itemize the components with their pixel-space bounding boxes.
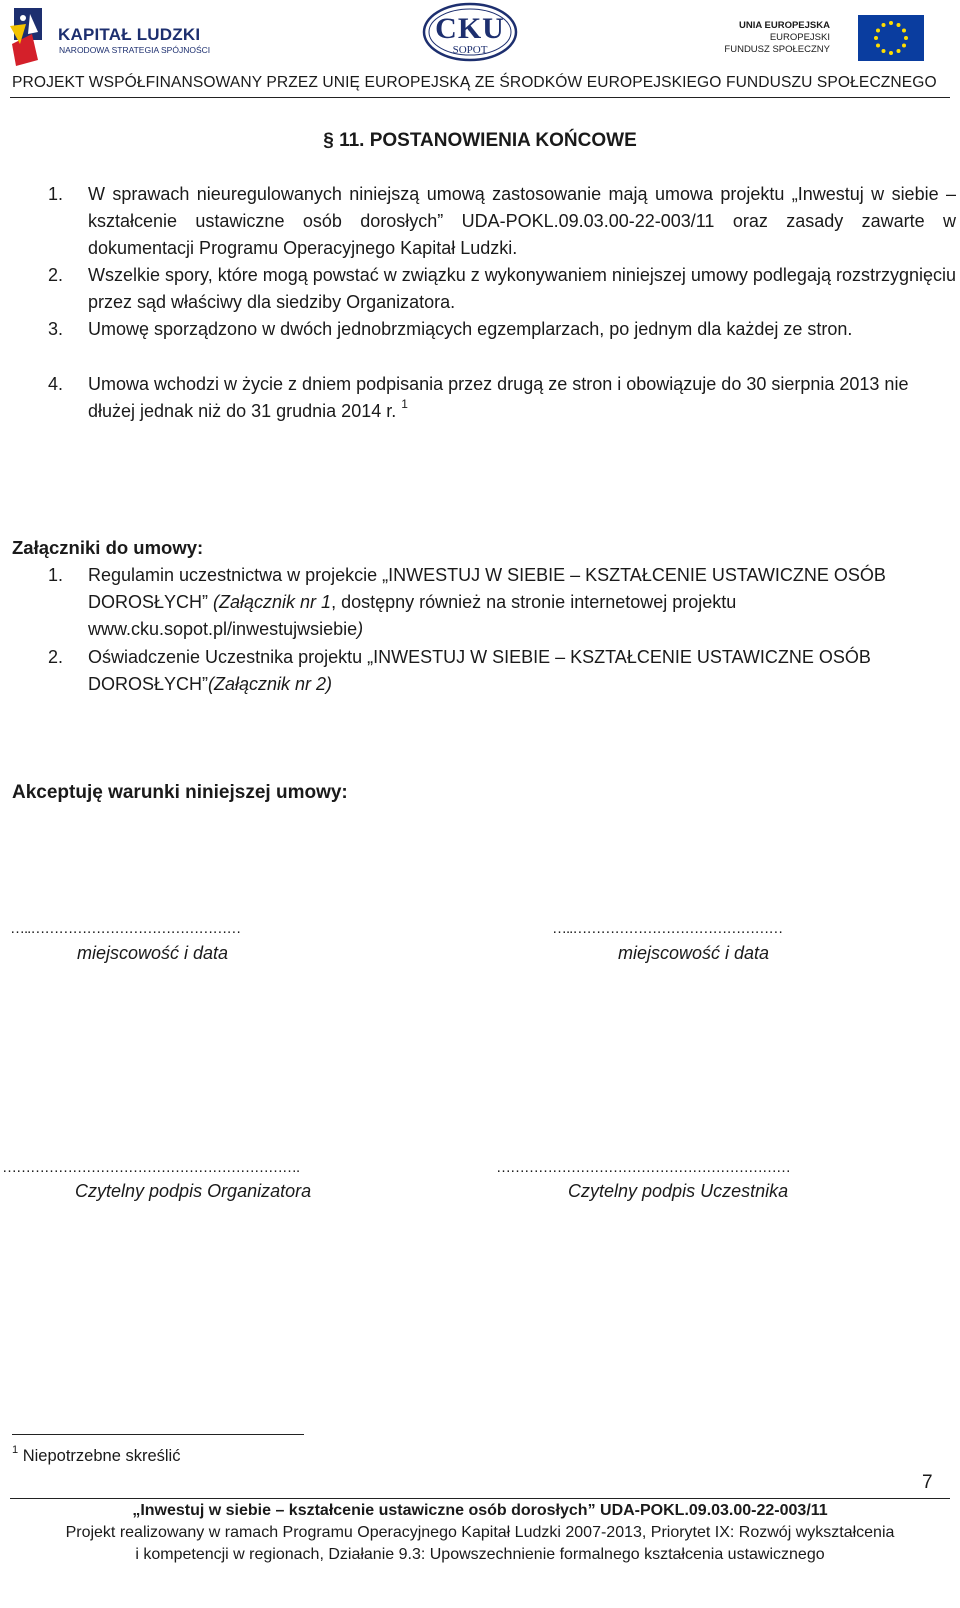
attachment-note: (Załącznik nr 2) (208, 674, 333, 694)
attachment-item-2 (48, 644, 918, 698)
section-title: § 11. POSTANOWIENIA KOŃCOWE (323, 130, 637, 151)
attachment-text: Oświadczenie Uczestnika projektu „INWESTUJ W SIEBIE – KSZTAŁCENIE USTAWICZNE OSÓB DOROSŁYCH” (88, 647, 871, 694)
item-number: 4. (48, 374, 64, 394)
eu-line-2: EUROPEJSKI (769, 32, 830, 43)
footnote-text: Niepotrzebne skreślić (22, 1447, 181, 1465)
participant-signature-caption: Czytelny podpis Uczestnika (568, 1181, 789, 1201)
organizer-signature-caption: Czytelny podpis Organizatora (75, 1181, 312, 1201)
attachment-website-text[interactable]: , dostępny również na stronie internetowej projektu www.cku.sopot.pl/inwestujwsiebie (88, 592, 737, 639)
eu-fund-label (724, 20, 830, 56)
footer-divider (10, 1498, 950, 1499)
footnote-marker: 1 (12, 1444, 19, 1456)
page-number: 7 (922, 1472, 933, 1493)
item-text: Umowę sporządzono w dwóch jednobrzmiących egzemplarzach, po jednym dla każdej ze stron. (88, 319, 853, 339)
eu-line-1: UNIA EUROPEJSKA (739, 20, 830, 31)
place-date-caption-right: miejscowość i data (618, 943, 770, 963)
cku-logo-city: SOPOT (452, 44, 488, 56)
attachment-note-close: ) (357, 619, 364, 639)
final-provisions-item-4 (48, 371, 956, 425)
item-text: Umowa wchodzi w życie z dniem podpisania przez drugą ze stron i obowiązuje do 30 sierpnia 2013 nie dłużej jednak niż do 31 grudnia 2014 r. (88, 374, 909, 421)
organizer-signature-line: ………………………………………………………. (2, 1159, 300, 1176)
final-provisions-item-1 (48, 181, 956, 262)
item-number: 1. (48, 565, 64, 585)
attachments-heading: Załączniki do umowy: (12, 537, 204, 558)
item-number: 2. (48, 265, 64, 285)
item-text: W sprawach nieuregulowanych niniejszą umową zastosowanie mają umowa projektu „Inwestuj w siebie – kształcenie ustawiczne osób dorosłych” UDA-POKL.09.03.00-22-003/11 oraz zasady zawarte w dokumentacji Programu Operacyjnego Kapitał Ludzki. (88, 184, 956, 258)
final-provisions-item-3 (48, 316, 956, 343)
place-date-line-right: …..……………………………………… (552, 920, 783, 937)
cofinancing-statement: PROJEKT WSPÓŁFINANSOWANY PRZEZ UNIĘ EUROPEJSKĄ ZE ŚRODKÓW EUROPEJSKIEGO FUNDUSZU SPOŁECZNEGO (12, 74, 937, 91)
footnote-reference[interactable]: 1 (401, 397, 408, 411)
attachment-item-1 (48, 562, 918, 643)
participant-signature-line: ……………………………………………………… (496, 1159, 790, 1176)
kapital-ludzki-emblem (8, 4, 60, 70)
final-provisions-item-2 (48, 262, 956, 316)
item-number: 3. (48, 319, 64, 339)
place-date-line-left: …..……………………………………… (10, 920, 241, 937)
footer-program-line: Projekt realizowany w ramach Programu Operacyjnego Kapitał Ludzki 2007-2013, Priorytet IX: Rozwój wykształcenia (65, 1524, 895, 1541)
attachment-note: (Załącznik nr 1 (213, 592, 332, 612)
cku-logo-text: CKU (435, 12, 505, 45)
header-divider (10, 97, 950, 98)
item-number: 2. (48, 647, 64, 667)
item-text: Wszelkie spory, które mogą powstać w związku z wykonywaniem niniejszej umowy podlegają rozstrzygnięciu przez sąd właściwy dla siedziby Organizatora. (88, 265, 957, 312)
item-number: 1. (48, 184, 64, 204)
kapital-ludzki-subtitle: NARODOWA STRATEGIA SPÓJNOŚCI (59, 45, 211, 55)
attachment-text: Regulamin uczestnictwa w projekcie „INWESTUJ W SIEBIE – KSZTAŁCENIE USTAWICZNE OSÓB DOROSŁYCH” (88, 565, 886, 612)
footnote (12, 1444, 181, 1466)
acceptance-heading: Akceptuję warunki niniejszej umowy: (12, 782, 348, 803)
place-date-caption-left: miejscowość i data (77, 943, 229, 963)
footer-action-line: i kompetencji w regionach, Działanie 9.3: Upowszechnienie formalnego kształcenia ustawicznego (135, 1546, 825, 1563)
eu-line-3: FUNDUSZ SPOŁECZNY (724, 44, 830, 55)
footer-project-title: „Inwestuj w siebie – kształcenie ustawiczne osób dorosłych” UDA-POKL.09.03.00-22-003/11 (132, 1502, 828, 1519)
footnote-divider (12, 1434, 304, 1435)
eu-flag-icon (858, 15, 924, 61)
kapital-ludzki-title: KAPITAŁ LUDZKI (58, 25, 201, 44)
